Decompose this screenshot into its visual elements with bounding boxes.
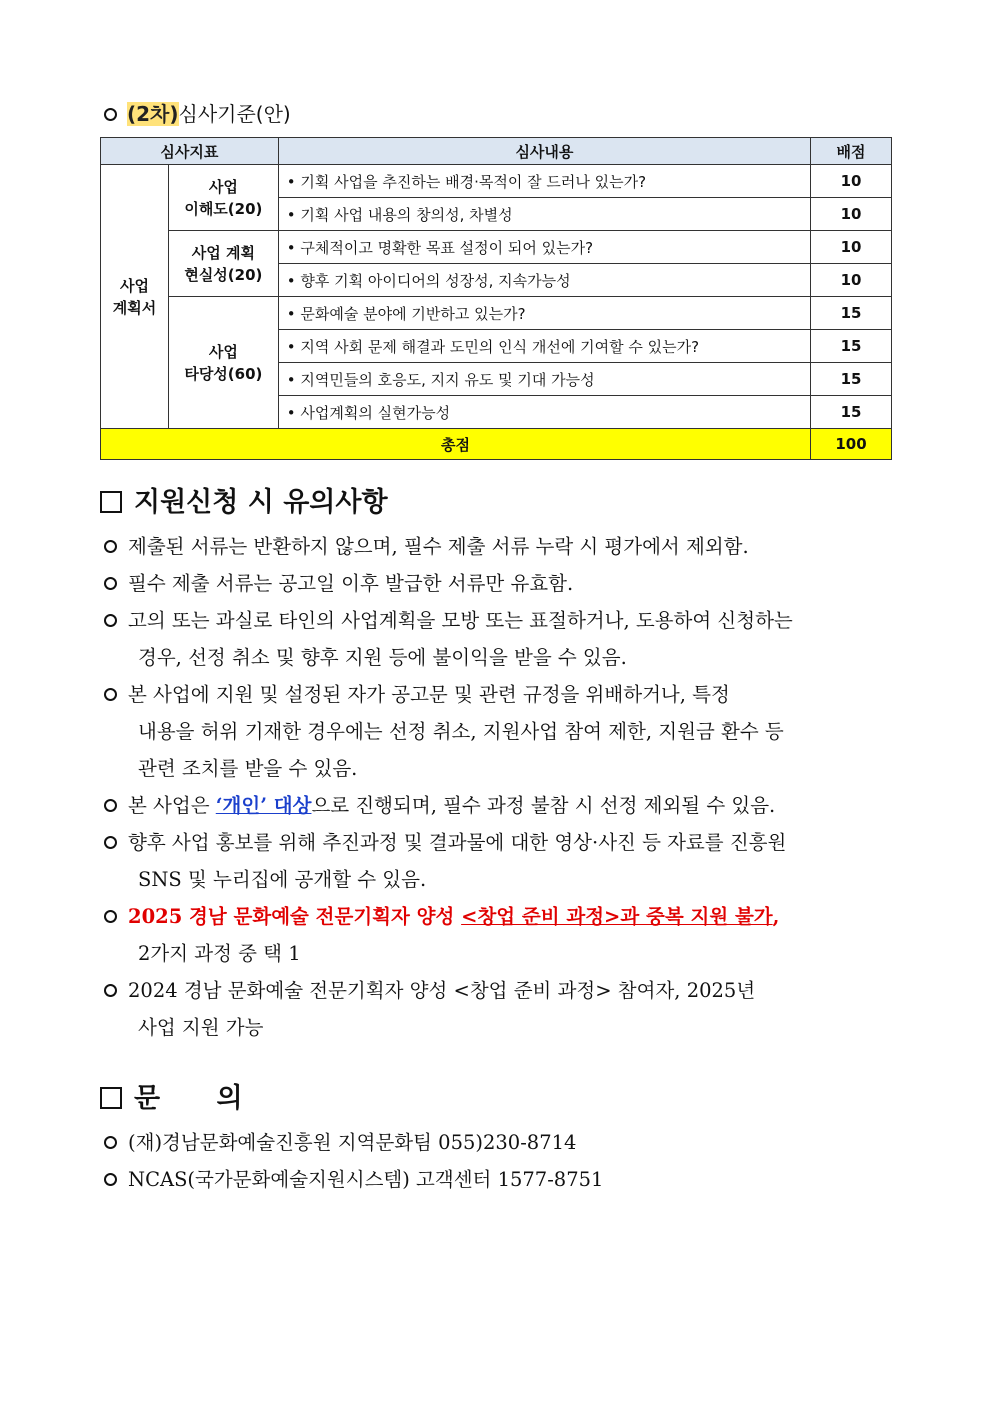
note-text-continued: 경우, 선정 취소 및 향후 지원 등에 불이익을 받을 수 있음. xyxy=(138,646,627,669)
score-cell: 15 xyxy=(811,330,892,363)
note-text-continued: 내용을 허위 기재한 경우에는 선정 취소, 지원사업 참여 제한, 지원금 환수 등 xyxy=(138,720,784,743)
contact-item xyxy=(104,1124,904,1161)
item-cell: • 지역민들의 호응도, 지지 유도 및 기대 가능성 xyxy=(278,363,810,396)
item-cell: • 기획 사업 내용의 창의성, 차별성 xyxy=(278,198,810,231)
item-cell: • 사업계획의 실현가능성 xyxy=(278,396,810,429)
header-index: 심사지표 xyxy=(101,138,279,165)
circle-bullet-icon xyxy=(104,1173,117,1186)
checkbox-square-icon xyxy=(100,1087,122,1109)
notes-section-title xyxy=(100,486,388,520)
contact-text: (재)경남문화예술진흥원 지역문화팀 055)230-8714 xyxy=(128,1131,577,1154)
circle-bullet-icon xyxy=(104,836,117,849)
contact-text: NCAS(국가문화예술지원시스템) 고객센터 1577-8751 xyxy=(128,1168,604,1191)
contact-section-title xyxy=(100,1082,243,1116)
item-cell: • 구체적이고 명확한 목표 설정이 되어 있는가? xyxy=(278,231,810,264)
header-score: 배점 xyxy=(811,138,892,165)
score-cell: 15 xyxy=(811,297,892,330)
category-cell: 사업 계획서 xyxy=(101,165,169,429)
note-text-continued: 사업 지원 가능 xyxy=(138,1016,264,1039)
circle-bullet-icon xyxy=(104,577,117,590)
score-cell: 10 xyxy=(811,198,892,231)
total-row xyxy=(101,429,892,460)
group-cell: 사업 이해도(20) xyxy=(168,165,278,231)
note-warning-text: 2025 경남 문화예술 전문기획자 양성 xyxy=(128,905,462,928)
note-warning-underline: <창업 준비 과정>과 중복 지원 불가 xyxy=(461,905,773,928)
note-text: 필수 제출 서류는 공고일 이후 발급한 서류만 유효함. xyxy=(128,572,574,595)
circle-bullet-icon xyxy=(104,108,117,121)
circle-bullet-icon xyxy=(104,1136,117,1149)
item-cell: • 기획 사업을 추진하는 배경·목적이 잘 드러나 있는가? xyxy=(278,165,810,198)
note-text: 으로 진행되며, 필수 과정 불참 시 선정 제외될 수 있음. xyxy=(311,794,776,817)
table-row xyxy=(101,231,892,264)
table-row xyxy=(101,297,892,330)
contact-list xyxy=(104,1124,904,1198)
note-emphasis: ‘개인’ 대상 xyxy=(215,794,312,817)
note-item xyxy=(104,972,904,1009)
notes-title-text: 지원신청 시 유의사항 xyxy=(134,487,388,518)
item-cell: • 지역 사회 문제 해결과 도민의 인식 개선에 기여할 수 있는가? xyxy=(278,330,810,363)
circle-bullet-icon xyxy=(104,688,117,701)
note-text-continued: SNS 및 누리집에 공개할 수 있음. xyxy=(138,868,427,891)
note-text-continued: 관련 조치를 받을 수 있음. xyxy=(138,757,358,780)
score-cell: 10 xyxy=(811,231,892,264)
circle-bullet-icon xyxy=(104,540,117,553)
note-item xyxy=(104,676,904,713)
circle-bullet-icon xyxy=(104,799,117,812)
checkbox-square-icon xyxy=(100,491,122,513)
note-item xyxy=(104,528,904,565)
score-cell: 15 xyxy=(811,396,892,429)
circle-bullet-icon xyxy=(104,910,117,923)
note-text: 제출된 서류는 반환하지 않으며, 필수 제출 서류 누락 시 평가에서 제외함. xyxy=(128,535,749,558)
contact-title-text: 문 의 xyxy=(134,1083,243,1114)
group-cell: 사업 타당성(60) xyxy=(168,297,278,429)
note-item xyxy=(104,787,904,824)
score-cell: 10 xyxy=(811,165,892,198)
note-text-continued: 2가지 과정 중 택 1 xyxy=(138,942,301,965)
contact-item xyxy=(104,1161,904,1198)
criteria-title-highlight: (2차) xyxy=(127,102,179,126)
total-label: 총점 xyxy=(101,429,811,460)
total-score: 100 xyxy=(811,429,892,460)
header-content: 심사내용 xyxy=(278,138,810,165)
note-item xyxy=(104,565,904,602)
circle-bullet-icon xyxy=(104,984,117,997)
criteria-table xyxy=(100,137,892,460)
circle-bullet-icon xyxy=(104,614,117,627)
criteria-title xyxy=(104,100,291,128)
notes-list xyxy=(104,528,904,1046)
table-row xyxy=(101,165,892,198)
criteria-header-row xyxy=(101,138,892,165)
note-text: 본 사업은 xyxy=(128,794,216,817)
item-cell: • 문화예술 분야에 기반하고 있는가? xyxy=(278,297,810,330)
score-cell: 10 xyxy=(811,264,892,297)
note-item xyxy=(104,602,904,639)
note-item-warning xyxy=(104,898,904,935)
note-text: 본 사업에 지원 및 설정된 자가 공고문 및 관련 규정을 위배하거나, 특정 xyxy=(128,683,730,706)
note-text: 향후 사업 홍보를 위해 추진과정 및 결과물에 대한 영상·사진 등 자료를 진흥원 xyxy=(128,831,787,854)
score-cell: 15 xyxy=(811,363,892,396)
item-cell: • 향후 기획 아이디어의 성장성, 지속가능성 xyxy=(278,264,810,297)
criteria-title-text: 심사기준(안) xyxy=(178,102,291,126)
note-text: 고의 또는 과실로 타인의 사업계획을 모방 또는 표절하거나, 도용하여 신청하는 xyxy=(128,609,793,632)
note-item xyxy=(104,824,904,861)
note-warning-text: , xyxy=(772,905,780,928)
group-cell: 사업 계획 현실성(20) xyxy=(168,231,278,297)
note-text: 2024 경남 문화예술 전문기획자 양성 <창업 준비 과정> 참여자, 2025년 xyxy=(128,979,756,1002)
